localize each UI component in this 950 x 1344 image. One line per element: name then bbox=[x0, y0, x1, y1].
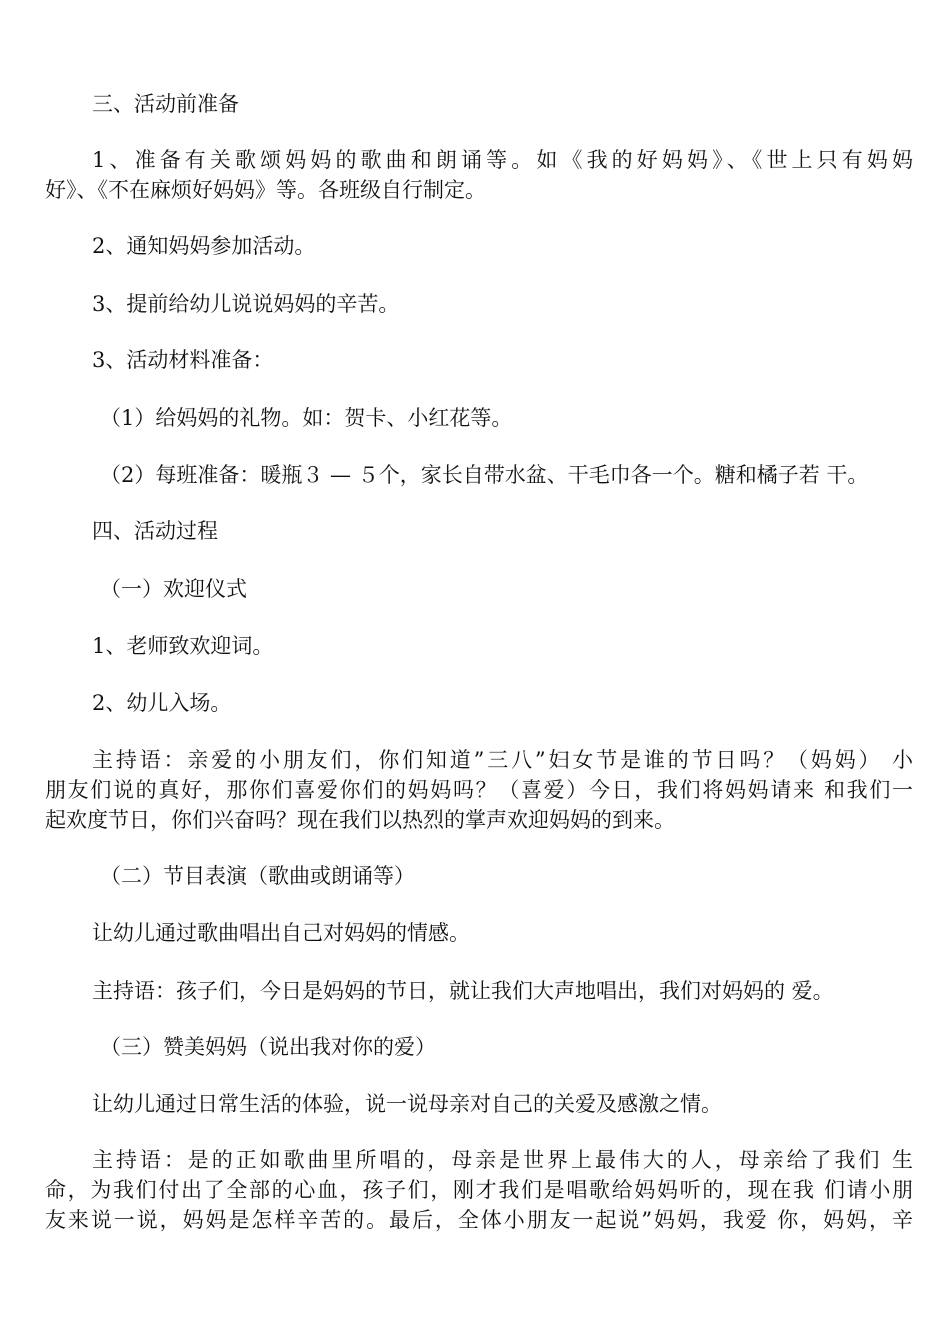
subheading-praise: （三）赞美妈妈（说出我对你的爱） bbox=[100, 1035, 436, 1059]
paragraph-line: 主持语：是的正如歌曲里所唱的，母亲是世界上最伟大的人，母亲给了我们 生 bbox=[92, 1148, 913, 1172]
paragraph-line: 1、准备有关歌颂妈妈的歌曲和朗诵等。如《我的好妈妈》、《世上只有妈妈 bbox=[92, 148, 913, 172]
paragraph-line: 命，为我们付出了全部的心血，孩子们，刚才我们是唱歌给妈妈听的，现在我 们请小朋 bbox=[45, 1178, 913, 1202]
heading-preparation: 三、活动前准备 bbox=[92, 92, 239, 116]
paragraph-line: 起欢度节日，你们兴奋吗？现在我们以热烈的掌声欢迎妈妈的到来。 bbox=[45, 808, 675, 832]
list-item: （1）给妈妈的礼物。如：贺卡、小红花等。 bbox=[100, 406, 513, 430]
paragraph-line: 主持语：亲爱的小朋友们，你们知道”三八”妇女节是谁的节日吗？（妈妈） 小 bbox=[92, 748, 913, 772]
list-item: 2、幼儿入场。 bbox=[92, 691, 232, 715]
list-item: 3、提前给幼儿说说妈妈的辛苦。 bbox=[92, 292, 400, 316]
list-item: 2、通知妈妈参加活动。 bbox=[92, 234, 316, 258]
heading-process: 四、活动过程 bbox=[92, 519, 218, 543]
list-item: 1、老师致欢迎词。 bbox=[92, 634, 274, 658]
paragraph-line: 主持语：孩子们，今日是妈妈的节日，就让我们大声地唱出，我们对妈妈的 爱。 bbox=[92, 979, 834, 1003]
paragraph-line: 朋友们说的真好，那你们喜爱你们的妈妈吗？（喜爱）今日，我们将妈妈请来 和我们一 bbox=[45, 778, 913, 802]
paragraph-line: 友来说一说，妈妈是怎样辛苦的。最后，全体小朋友一起说”妈妈，我爱 你，妈妈，辛 bbox=[45, 1208, 913, 1232]
subheading-welcome: （一）欢迎仪式 bbox=[100, 577, 247, 601]
paragraph-line: 让幼儿通过歌曲唱出自己对妈妈的情感。 bbox=[92, 921, 470, 945]
list-item: （2）每班准备：暖瓶３ — ５个，家长自带水盆、干毛巾各一个。糖和橘子若 干。 bbox=[100, 463, 869, 487]
list-item: 3、活动材料准备： bbox=[92, 348, 274, 372]
paragraph-line: 好》、《不在麻烦好妈妈》等。各班级自行制定。 bbox=[45, 178, 486, 202]
paragraph-line: 让幼儿通过日常生活的体验，说一说母亲对自己的关爱及感激之情。 bbox=[92, 1092, 722, 1116]
subheading-performance: （二）节目表演（歌曲或朗诵等） bbox=[100, 864, 415, 888]
